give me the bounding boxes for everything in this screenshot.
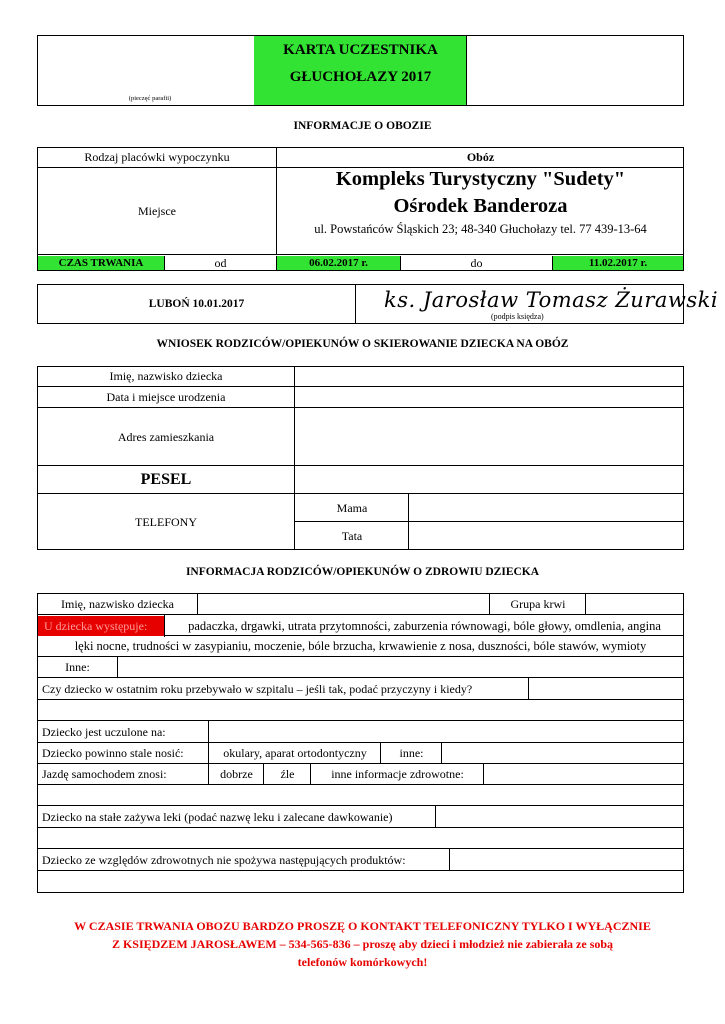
from-date: 06.02.2017 r. [277,256,401,270]
notice-line-3: telefonów komórkowych! [297,955,428,969]
duration-label: CZAS TRWANIA [38,256,165,270]
pesel-label: PESEL [140,471,192,488]
occurs-label: U dziecka występuje: [38,616,164,636]
medicines-label: Dziecko na stałe zażywa leki (podać nazwę leku i zalecane dawkowanie) [42,809,393,824]
hospital-answer-field[interactable] [530,679,683,699]
mom-phone-field[interactable] [410,495,683,521]
place-address: ul. Powstańców Śląskich 23; 48-340 Głuchołazy tel. 77 439-13-64 [314,222,647,236]
conditions-line-2: lęki nocne, trudności w zasypianiu, moczenie, bóle brzucha, krwawienie z nosa, duszności, bóle stawów, wymioty [74,639,647,653]
health-child-name-label: Imię, nazwisko dziecka [61,596,174,611]
must-wear-label: Dziecko powinno stale nosić: [42,746,184,760]
to-date: 11.02.2017 r. [553,256,683,270]
to-label: do [401,256,553,270]
blood-group-field[interactable] [587,594,683,614]
must-wear-other-field[interactable] [443,744,683,763]
food-label: Dziecko ze względów zdrowotnych nie spożywa następujących produktów: [42,852,406,867]
notice-line-2: Z KSIĘDZEM JAROSŁAWEM – 534-565-836 – proszę aby dzieci i młodzież nie zabierała ze sobą [111,937,614,951]
other-health-info-field[interactable] [485,765,683,784]
parish-stamp-caption: (pieczęć parafii) [128,95,172,102]
place-name-line-2: Ośrodek Banderoza [393,195,568,217]
place-date: LUBOŃ 10.01.2017 [148,298,245,310]
address-field[interactable] [296,409,683,465]
must-wear-options[interactable]: okulary, aparat ortodontyczny [223,746,367,760]
other-health-info-label: inne informacje zdrowotne: [331,767,464,781]
health-title: INFORMACJA RODZICÓW/OPIEKUNÓW O ZDROWIU DZIECKA [185,566,540,578]
hospital-answer-line[interactable] [38,701,683,720]
pesel-field[interactable] [296,467,683,493]
dad-phone-field[interactable] [410,523,683,549]
other-field[interactable] [119,658,683,677]
application-title: WNIOSEK RODZICÓW/OPIEKUNÓW O SKIEROWANIE DZIECKA NA OBÓZ [156,338,569,350]
placowka-value: Obóz [466,150,495,164]
car-bad-option[interactable]: źle [280,767,295,781]
camp-info-title: INFORMACJE O OBOZIE [293,120,432,132]
car-label: Jazdę samochodem znosi: [42,767,167,781]
food-field[interactable] [451,850,683,870]
address-label: Adres zamieszkania [117,429,215,444]
other-label: Inne: [65,660,90,674]
allergy-label: Dziecko jest uczulone na: [42,724,166,739]
medicines-field[interactable] [437,807,683,827]
birth-field[interactable] [296,388,683,407]
hospital-question: Czy dziecko w ostatnim roku przebywało w szpitalu – jeśli tak, podać przyczyny i kiedy? [42,681,473,696]
other-health-info-line[interactable] [38,786,683,805]
birth-label: Data i miejsce urodzenia [106,390,226,404]
title-line-1: KARTA UCZESTNIKA [283,42,438,58]
from-label: od [165,256,277,270]
child-name-label: Imię, nazwisko dziecka [109,369,223,383]
conditions-line-1: padaczka, drgawki, utrata przytomności, zaburzenia równowagi, bóle głowy, omdlenia, angina [188,618,661,633]
allergy-field[interactable] [210,722,683,742]
phones-label: TELEFONY [135,514,197,529]
must-wear-other-label: inne: [399,746,424,760]
title-line-2: GŁUCHOŁAZY 2017 [289,69,432,85]
medicines-line[interactable] [38,829,683,848]
car-good-option[interactable]: dobrze [220,767,253,781]
miejsce-label: Miejsce [138,204,176,218]
child-name-field[interactable] [296,367,683,386]
mom-label: Mama [336,500,368,515]
food-line[interactable] [38,872,683,892]
placowka-label: Rodzaj placówki wypoczynku [84,150,230,164]
dad-label: Tata [341,528,363,543]
notice-line-1: W CZASIE TRWANIA OBOZU BARDZO PROSZĘ O KONTAKT TELEFONICZNY TYLKO I WYŁĄCZNIE [74,919,651,933]
health-child-name-field[interactable] [199,594,489,614]
handwritten-signature: ks. Jarosław Tomasz Żurawski [384,288,719,312]
place-name-line-1: Kompleks Turystyczny "Sudety" [335,168,626,190]
blood-group-label: Grupa krwi [510,596,566,611]
signature-caption: (podpis księdza) [491,312,544,321]
